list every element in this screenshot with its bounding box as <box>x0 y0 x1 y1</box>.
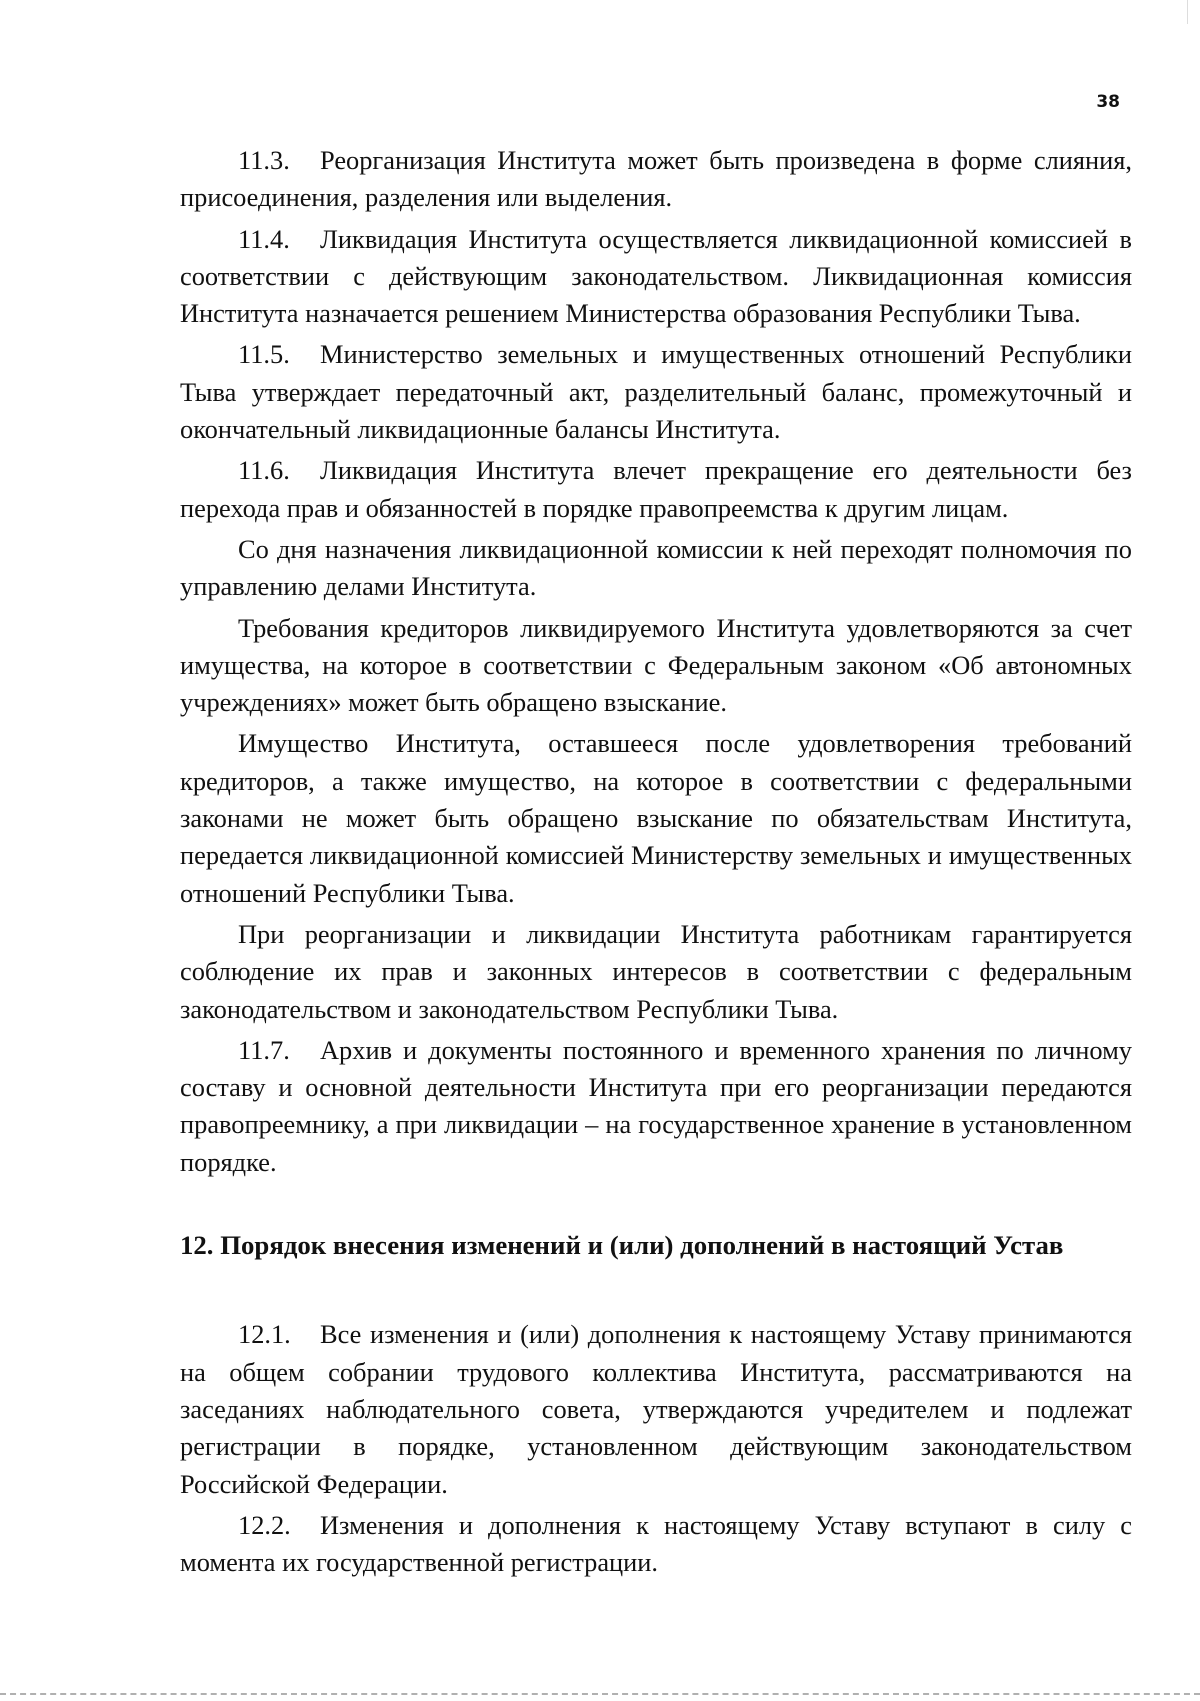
paragraph-text: Изменения и дополнения к настоящему Уставу вступают в силу с момента их государственной регистрации. <box>180 1509 1132 1578</box>
paragraph-text: Министерство земельных и имущественных отношений Республики Тыва утверждает передаточный акт, разделительный баланс, промежуточный и окончательный ликвидационные балансы Института. <box>180 339 1132 445</box>
paragraph-11-7 <box>180 1032 1132 1181</box>
paragraph-text: Ликвидация Института осуществляется ликвидационной комиссией в соответствии с действующим законодательством. Ликвидационная комиссия Института назначается решением Министерства образования Республики Тыва. <box>180 223 1132 329</box>
section-12-heading: 12. Порядок внесения изменений и (или) дополнений в настоящий Устав <box>180 1230 1064 1261</box>
clause-number: 12.1. <box>238 1319 291 1350</box>
paragraph-text: Архив и документы постоянного и временного хранения по личному составу и основной деятельности Института при его реорганизации передаются правопреемнику, а при ликвидации – на государственное хранение в установленном порядке. <box>180 1034 1132 1177</box>
paragraph-workers-guarantees: При реорганизации и ликвидации Института работникам гарантируется соблюдение их прав и законных интересов в соответствии с федеральным законодательством и законодательством Республики Тыва. <box>180 918 1132 1024</box>
paragraph-text: Все изменения и (или) дополнения к настоящему Уставу принимаются на общем собрании трудового коллектива Института, рассматриваются на заседаниях наблюдательного совета, утверждаются учредителем и подлежат регистрации в порядке, установленном действующим законодательством Российской Федерации. <box>180 1319 1132 1499</box>
paragraph-12-1 <box>180 1316 1132 1502</box>
paragraph-liquidation-commission: Со дня назначения ликвидационной комиссии к ней переходят полномочия по управлению делами Института. <box>180 533 1132 602</box>
paragraph-11-4 <box>180 221 1132 333</box>
paragraph-12-2 <box>180 1507 1132 1582</box>
scan-bottom-edge <box>0 1693 1200 1695</box>
page-number: 38 <box>1096 92 1120 112</box>
paragraph-11-5 <box>180 336 1132 448</box>
scan-edge-mark <box>1187 0 1188 24</box>
clause-number: 11.4. <box>238 223 290 254</box>
clause-number: 11.3. <box>238 145 290 175</box>
clause-number: 11.5. <box>238 339 290 370</box>
paragraph-creditors-claims: Требования кредиторов ликвидируемого Института удовлетворяются за счет имущества, на которое в соответствии с Федеральным законом «Об автономных учреждениях» может быть обращено взыскание. <box>180 612 1132 718</box>
paragraph-11-6 <box>180 452 1132 527</box>
paragraph-remaining-property: Имущество Института, оставшееся после удовлетворения требований кредиторов, а также имущество, на которое в соответствии с федеральными законами не может быть обращено взыскание по обязательствам Института, передается ликвидационной комиссией Министерству земельных и имущественных отношений Республики Тыва. <box>180 728 1132 908</box>
clause-number: 11.6. <box>238 455 290 486</box>
clause-number: 12.2. <box>238 1509 291 1540</box>
document-body <box>180 142 1132 1581</box>
paragraph-text: Реорганизация Института может быть произведена в форме слияния, присоединения, разделения или выделения. <box>180 145 1132 213</box>
paragraph-11-3 <box>180 142 1132 217</box>
clause-number: 11.7. <box>238 1034 290 1065</box>
paragraph-text: Ликвидация Института влечет прекращение его деятельности без перехода прав и обязанностей в порядке правопреемства к другим лицам. <box>180 455 1132 523</box>
